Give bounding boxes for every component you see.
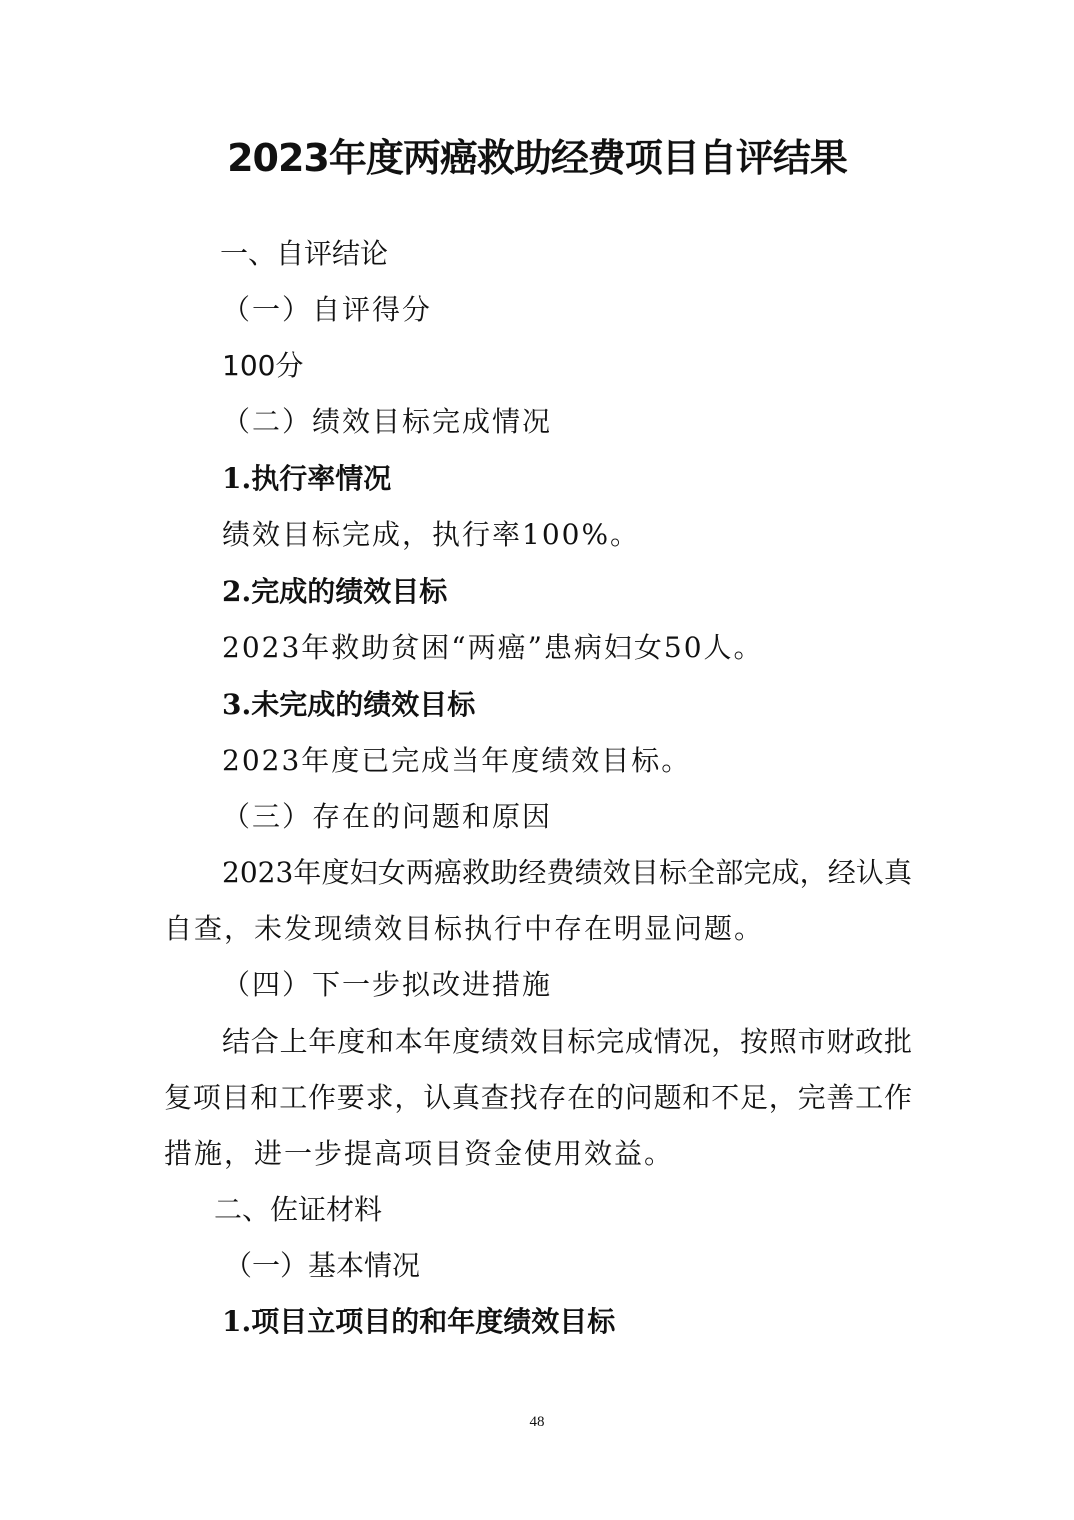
item-heading-execution-rate: 1.执行率情况 <box>222 462 392 495</box>
paragraph-problems-line-2: 自查，未发现绩效目标执行中存在明显问题。 <box>164 912 765 945</box>
item-text-execution-rate: 绩效目标完成，执行率100%。 <box>222 518 641 551</box>
paragraph-problems-line-1: 2023年度妇女两癌救助经费绩效目标全部完成，经认真 <box>222 856 912 889</box>
page-number: 48 <box>529 1414 545 1430</box>
score-value: 100分 <box>222 349 304 382</box>
paragraph-next-steps-line-1: 结合上年度和本年度绩效目标完成情况，按照市财政批 <box>222 1025 912 1058</box>
item-heading-uncompleted-goals: 3.未完成的绩效目标 <box>222 688 476 721</box>
subheading-goal-completion: （二）绩效目标完成情况 <box>222 405 553 438</box>
subheading-next-steps: （四）下一步拟改进措施 <box>222 968 553 1001</box>
paragraph-next-steps-line-2: 复项目和工作要求，认真查找存在的问题和不足，完善工作 <box>164 1081 912 1114</box>
item-text-uncompleted-goals: 2023年度已完成当年度绩效目标。 <box>222 744 692 777</box>
document-title: 2023年度两癌救助经费项目自评结果 <box>227 136 847 180</box>
section-heading-conclusion: 一、自评结论 <box>220 237 389 270</box>
item-heading-completed-goals: 2.完成的绩效目标 <box>222 575 448 608</box>
item-text-completed-goals: 2023年救助贫困“两癌”患病妇女50人。 <box>222 631 764 664</box>
item-heading-project-purpose: 1.项目立项目的和年度绩效目标 <box>222 1305 616 1338</box>
paragraph-next-steps-line-3: 措施，进一步提高项目资金使用效益。 <box>164 1137 675 1170</box>
subheading-score: （一）自评得分 <box>222 293 433 326</box>
subheading-basic-info: （一）基本情况 <box>224 1249 421 1282</box>
section-heading-evidence: 二、佐证材料 <box>214 1193 383 1226</box>
subheading-problems: （三）存在的问题和原因 <box>222 800 553 833</box>
